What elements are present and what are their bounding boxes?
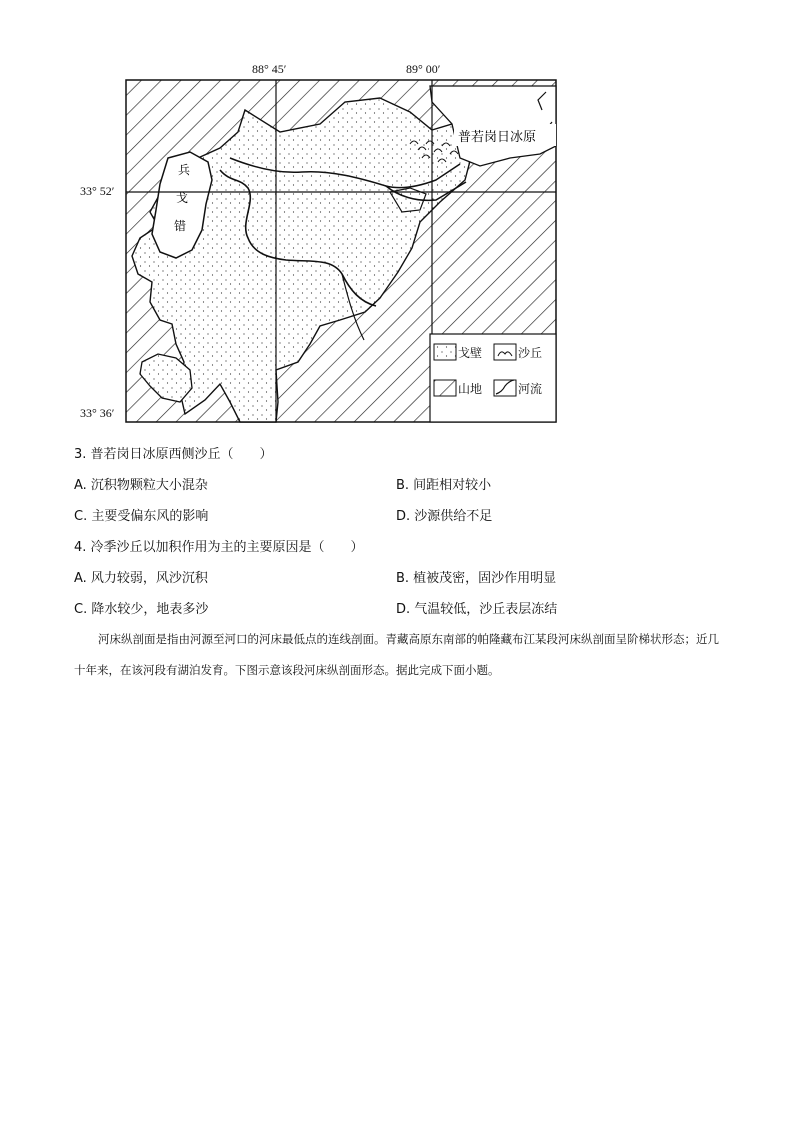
question-3-option-a[interactable]: A. 沉积物颗粒大小混杂 bbox=[74, 478, 208, 493]
map-svg bbox=[80, 62, 560, 426]
lake-label-2: 戈 bbox=[175, 191, 189, 205]
passage-text: 河床纵剖面是指由河源至河口的河床最低点的连线剖面。青藏高原东南部的帕隆藏布江某段河床纵剖面呈阶梯状形态；近几十年来，在该河段有湖泊发育。下图示意该段河床纵剖面形态。据此完成下面小题。 bbox=[74, 632, 719, 677]
question-4-option-c[interactable]: C. 降水较少，地表多沙 bbox=[74, 602, 209, 617]
lake-label-1: 兵 bbox=[177, 163, 191, 177]
glacier-label: 普若岗日冰原 bbox=[458, 130, 537, 145]
map-figure bbox=[80, 62, 560, 426]
legend-mountain-label: 山地 bbox=[458, 382, 483, 396]
legend-dune-swatch bbox=[494, 344, 516, 360]
legend-gobi-label: 戈壁 bbox=[458, 346, 483, 360]
question-3-stem: 3. 普若岗日冰原西侧沙丘（ ） bbox=[74, 447, 273, 462]
question-3-option-c[interactable]: C. 主要受偏东风的影响 bbox=[74, 509, 209, 524]
question-4-option-b[interactable]: B. 植被茂密，固沙作用明显 bbox=[396, 571, 557, 586]
coord-lat-1: 33° 52′ bbox=[80, 184, 115, 198]
lake-label-3: 错 bbox=[173, 219, 187, 233]
question-4-stem: 4. 冷季沙丘以加积作用为主的主要原因是（ ） bbox=[74, 540, 364, 555]
legend-gobi-swatch bbox=[434, 344, 456, 360]
coord-lon-1: 88° 45′ bbox=[252, 62, 287, 76]
legend-dune-label: 沙丘 bbox=[518, 346, 543, 360]
legend-river-label: 河流 bbox=[518, 382, 543, 396]
question-3-option-d[interactable]: D. 沙源供给不足 bbox=[396, 509, 493, 524]
coord-lon-2: 89° 00′ bbox=[406, 62, 441, 76]
question-4-option-d[interactable]: D. 气温较低，沙丘表层冻结 bbox=[396, 602, 558, 617]
question-4-option-a[interactable]: A. 风力较弱，风沙沉积 bbox=[74, 571, 208, 586]
legend bbox=[430, 334, 556, 422]
coord-lat-2: 33° 36′ bbox=[80, 406, 115, 420]
question-3-option-b[interactable]: B. 间距相对较小 bbox=[396, 478, 492, 493]
legend-mountain-swatch bbox=[434, 380, 456, 396]
